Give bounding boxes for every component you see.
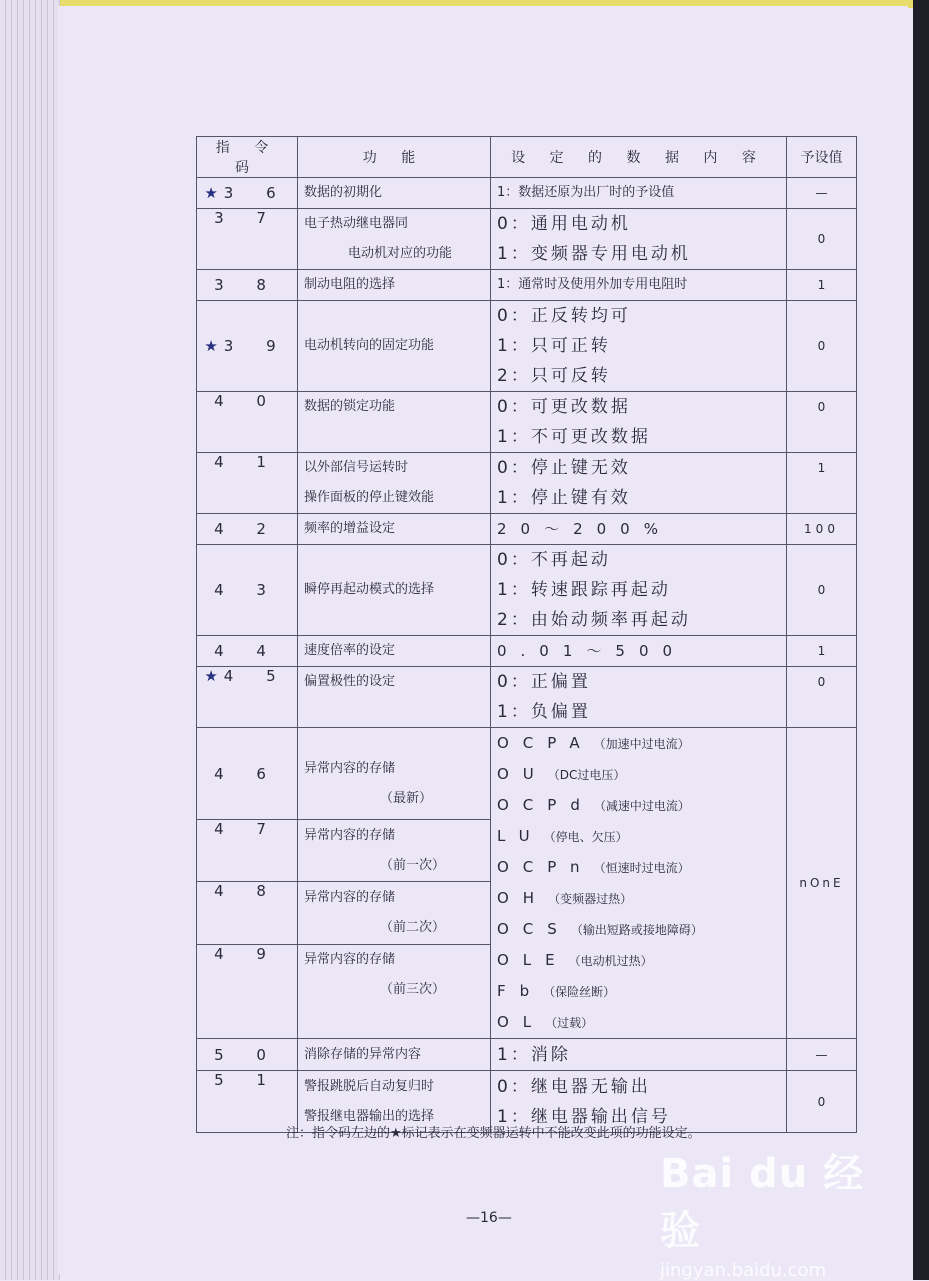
page-number: —16—: [466, 1210, 512, 1226]
code-cell: 4 3: [214, 581, 280, 599]
watermark-url: jingyan.baidu.com: [660, 1260, 827, 1281]
setting-line: 1：消除: [497, 1044, 571, 1065]
fault-code: LU: [497, 827, 544, 845]
setting-line: 0：通用电动机: [497, 214, 631, 234]
fault-code: OLE: [497, 951, 569, 969]
fault-desc: （过载）: [545, 1016, 594, 1030]
star-icon: ★: [204, 184, 220, 202]
setting-line: 0.01～500: [497, 642, 687, 660]
setting-line: 1：只可正转: [497, 336, 611, 356]
function-cell-line2: （最新）: [380, 790, 433, 806]
function-cell: 异常内容的存储: [304, 827, 396, 843]
fault-code: OH: [497, 889, 549, 907]
table-row-36: [197, 178, 857, 209]
code-cell: 5 0: [214, 1045, 280, 1064]
setting-line: 0：继电器无输出: [497, 1076, 651, 1097]
function-cell: 瞬停再起动模式的选择: [304, 582, 435, 597]
setting-line: 0：不再起动: [497, 550, 611, 570]
star-icon: ★: [204, 337, 220, 355]
footnote: 注：指令码左边的★标记表示在变频器运转中不能改变此项的功能设定。: [286, 1126, 701, 1141]
fault-code: OU: [497, 765, 548, 783]
table-header-row: [197, 137, 857, 178]
code-cell: 3 7: [214, 209, 280, 227]
function-cell: 偏置极性的设定: [304, 674, 396, 689]
setting-line: 1：不可更改数据: [497, 427, 651, 447]
code-cell: 4 8: [214, 882, 280, 901]
function-cell: 电动机转向的固定功能: [304, 338, 435, 353]
setting-line: 2：由始动频率再起动: [497, 610, 691, 630]
table-row-38: [197, 270, 857, 301]
function-cell-line2: 电动机对应的功能: [348, 246, 453, 261]
function-cell: 异常内容的存储: [304, 890, 396, 906]
command-code-table: [196, 136, 857, 1133]
code-cell: 4 0: [214, 392, 280, 410]
table-row-45: [197, 667, 857, 728]
fault-desc: （加速中过电流）: [593, 737, 690, 751]
stacked-page-edges: [0, 0, 60, 1280]
fault-desc: （停电、欠压）: [543, 830, 628, 844]
function-cell-line2: （前三次）: [380, 981, 446, 997]
fault-code: Fb: [497, 982, 544, 1000]
code-cell: 3 9: [223, 337, 290, 355]
default-cell: 0: [787, 1071, 857, 1133]
fault-code: OCPd: [497, 796, 594, 814]
table-row-39: [197, 301, 857, 392]
table-row-40: [197, 392, 857, 453]
default-cell: 0: [787, 545, 857, 636]
function-cell: 警报跳脱后自动复归时: [304, 1078, 435, 1094]
code-cell: 4 5: [223, 667, 290, 685]
fault-desc: （DC过电压）: [547, 768, 626, 782]
code-cell: 4 2: [214, 520, 280, 538]
code-cell: 3 8: [214, 276, 280, 294]
default-cell: 100: [787, 514, 857, 545]
setting-line: 0：正偏置: [497, 672, 591, 692]
fault-desc: （变频器过热）: [548, 892, 633, 906]
setting-line: 1：数据还原为出厂时的予设值: [497, 185, 675, 200]
function-cell: 异常内容的存储: [304, 760, 396, 776]
function-cell: 数据的锁定功能: [304, 399, 396, 414]
fault-desc: （保险丝断）: [543, 985, 616, 999]
setting-line: 1：负偏置: [497, 702, 591, 722]
setting-line: 0：正反转均可: [497, 306, 631, 326]
function-cell-line2: 操作面板的停止键效能: [304, 490, 435, 505]
code-cell: 4 1: [214, 453, 280, 471]
function-cell: 以外部信号运转时: [304, 460, 409, 475]
default-cell: —: [787, 1039, 857, 1071]
setting-line: 2：只可反转: [497, 366, 611, 386]
fault-desc: （恒速时过电流）: [593, 861, 690, 875]
function-cell: 数据的初期化: [304, 185, 383, 200]
function-cell: 电子热动继电器同: [304, 216, 409, 231]
setting-line: 1：继电器输出信号: [497, 1106, 671, 1127]
fault-code: OCPn: [497, 858, 594, 876]
function-cell: 速度倍率的设定: [304, 643, 396, 658]
default-cell: 1: [787, 636, 857, 667]
fault-code: OCPA: [497, 734, 594, 752]
table-row-50: [197, 1039, 857, 1071]
code-cell: 4 6: [214, 764, 280, 783]
setting-line: 0：停止键无效: [497, 458, 631, 478]
setting-line: 1：停止键有效: [497, 488, 631, 508]
header-function: 功 能: [298, 137, 491, 178]
scan-right-edge: [913, 0, 929, 1280]
table-row-42: [197, 514, 857, 545]
setting-line: 1：变频器专用电动机: [497, 244, 691, 264]
function-cell: 频率的增益设定: [304, 521, 396, 536]
setting-line: 20～200%: [497, 520, 672, 538]
default-cell: 0: [787, 667, 857, 728]
header-code: 指 令 码: [197, 137, 298, 178]
code-cell: 3 6: [223, 184, 290, 202]
star-icon: ★: [204, 667, 220, 685]
default-cell: 1: [787, 270, 857, 301]
function-cell-line2: 警报继电器输出的选择: [304, 1108, 435, 1124]
table-row-44: [197, 636, 857, 667]
function-cell: 异常内容的存储: [304, 951, 396, 967]
default-cell: 0: [787, 209, 857, 270]
header-default: 予设值: [787, 137, 857, 178]
baidu-watermark: [660, 1142, 890, 1281]
baidu-logo: Bai du 经验: [660, 1151, 865, 1254]
fault-desc: （电动机过热）: [568, 954, 653, 968]
setting-line: 1：通常时及使用外加专用电阻时: [497, 277, 688, 292]
function-cell: 消除存储的异常内容: [304, 1046, 422, 1062]
function-cell-line2: （前二次）: [380, 920, 446, 936]
default-cell: —: [787, 178, 857, 209]
table-row-37: [197, 209, 857, 270]
fault-code: OL: [497, 1013, 546, 1031]
setting-line: 1：转速跟踪再起动: [497, 580, 671, 600]
default-cell: 0: [787, 392, 857, 453]
setting-line: 0：可更改数据: [497, 397, 631, 417]
function-cell-line2: （前一次）: [380, 857, 446, 873]
header-setting: 设 定 的 数 据 内 容: [491, 137, 787, 178]
code-cell: 5 1: [214, 1071, 280, 1089]
fault-code: OCS: [497, 920, 571, 938]
fault-desc: （减速中过电流）: [593, 799, 690, 813]
code-cell: 4 4: [214, 642, 280, 660]
fault-desc: （输出短路或接地障碍）: [570, 923, 703, 937]
default-cell: 0: [787, 301, 857, 392]
code-cell: 4 9: [214, 944, 280, 963]
default-cell: 1: [787, 453, 857, 514]
default-cell: nOnE: [787, 728, 857, 1039]
code-cell: 4 7: [214, 820, 280, 839]
table-row-43: [197, 545, 857, 636]
function-cell: 制动电阻的选择: [304, 277, 396, 292]
table-row-46: [197, 728, 857, 820]
table-row-41: [197, 453, 857, 514]
